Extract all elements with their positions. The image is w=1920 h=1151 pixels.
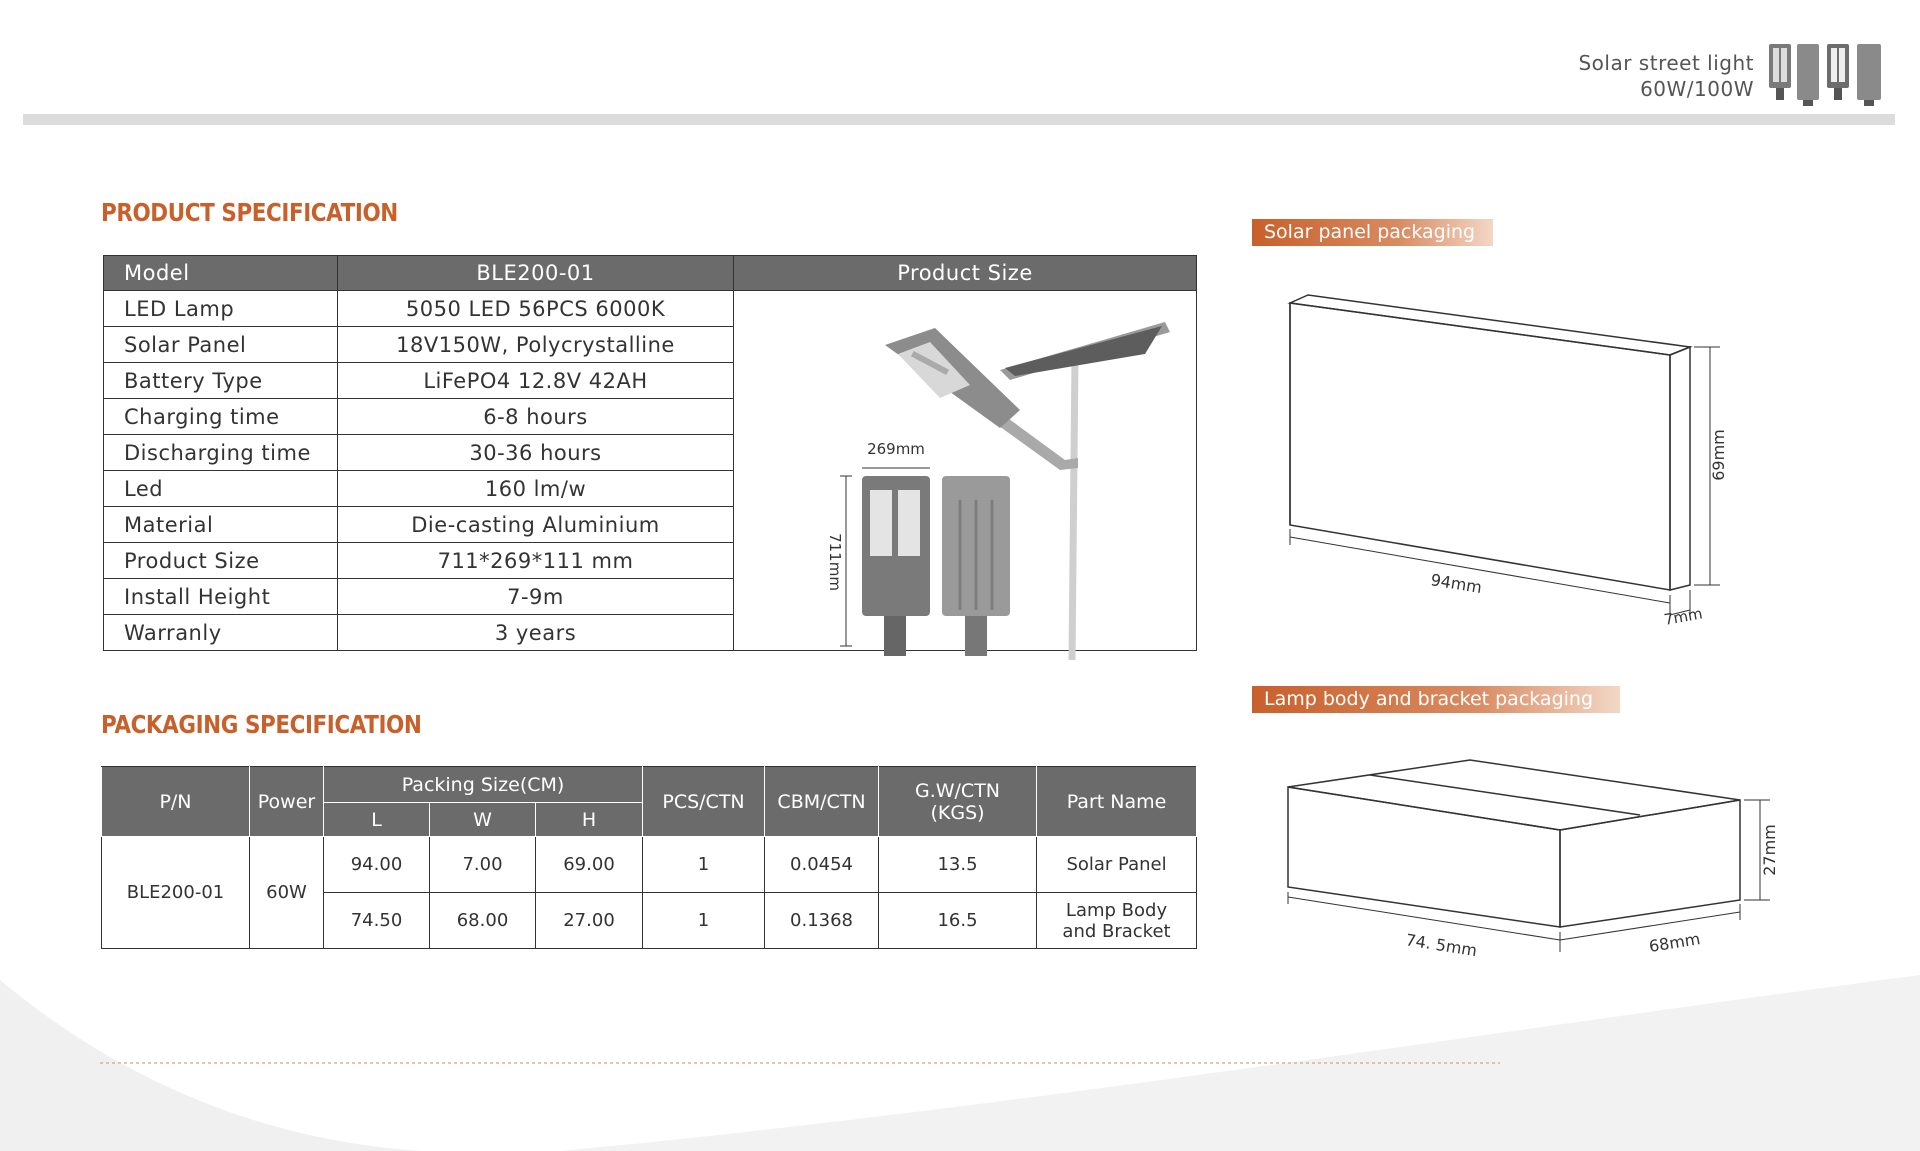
lamp-front-view [862,476,930,656]
pack-header-w: W [430,803,536,837]
spec-key: Battery Type [104,363,338,399]
street-light-icon [1769,44,1791,100]
spec-key: Material [104,507,338,543]
street-light-icon [1827,44,1849,100]
pack-l: 74.50 [324,893,430,949]
pack-part [1037,893,1197,949]
street-light-icons [1767,42,1889,108]
spec-key: Install Height [104,579,338,615]
pack-power: 60W [250,837,324,949]
header-title [1578,50,1754,102]
pack-pn: BLE200-01 [102,837,250,949]
spec-key: Solar Panel [104,327,338,363]
pack-h: 69.00 [536,837,643,893]
pack-part [1037,837,1197,893]
pack-h: 27.00 [536,893,643,949]
spec-value: Die-casting Aluminium [338,507,734,543]
pack-header-l: L [324,803,430,837]
dim-width-label: 269mm [867,440,925,458]
pack-part-line1: Lamp Body [1065,899,1168,921]
spec-value: 6-8 hours [338,399,734,435]
product-spec-title: PRODUCT SPECIFICATION [101,198,398,227]
pack-header-cbm: CBM/CTN [765,767,879,837]
footer-decoration [0,960,1920,1151]
spec-header-product-size: Product Size [734,256,1197,291]
spec-value: 711*269*111 mm [338,543,734,579]
solar-panel-image [1000,322,1170,380]
dim-height-label: 711mm [826,533,844,591]
packaging-spec-title: PACKAGING SPECIFICATION [101,710,422,739]
spec-header-model: Model [104,256,338,291]
pack-header-packing-size: Packing Size(CM) [324,767,643,803]
pack-header-gw-line1: G.W/CTN [914,779,1001,802]
solar-pack-height-label: 69mm [1709,429,1728,481]
lamp-back-view [942,476,1010,656]
spec-value: LiFePO4 12.8V 42AH [338,363,734,399]
spec-key: Discharging time [104,435,338,471]
packaging-spec-table [101,766,1197,949]
pack-w: 68.00 [430,893,536,949]
pack-l: 94.00 [324,837,430,893]
spec-value: 30-36 hours [338,435,734,471]
pack-header-part: Part Name [1037,767,1197,837]
pack-header-pcs: PCS/CTN [643,767,765,837]
lamp-pack-box-diagram [1270,752,1790,972]
lamp-pack-tag: Lamp body and bracket packaging [1252,686,1620,713]
pack-pcs: 1 [643,837,765,893]
lamp-pack-length-label: 74. 5mm [1404,930,1479,961]
pack-header-row [102,767,1197,803]
pack-part-line1: Solar Panel [1066,854,1167,875]
pack-pcs: 1 [643,893,765,949]
pack-header-power: Power [250,767,324,837]
pack-gw: 13.5 [879,837,1037,893]
pack-gw: 16.5 [879,893,1037,949]
spec-key: LED Lamp [104,291,338,327]
pack-w: 7.00 [430,837,536,893]
solar-pack-tag: Solar panel packaging [1252,219,1493,246]
pack-header-gw-line2: (KGS) [930,801,985,824]
street-light-icon [1857,44,1881,106]
spec-key: Charging time [104,399,338,435]
header-rule [23,114,1895,125]
pack-header-gw [879,767,1037,837]
spec-value: 3 years [338,615,734,651]
pack-part-line2: and Bracket [1062,920,1171,942]
spec-key: Led [104,471,338,507]
pack-header-pn: P/N [102,767,250,837]
pack-cbm: 0.0454 [765,837,879,893]
product-illustration [810,310,1195,660]
street-light-icon [1797,44,1819,106]
lamp-head-image [885,328,1020,428]
spec-header-row [104,256,1197,291]
spec-key: Product Size [104,543,338,579]
pack-header-h: H [536,803,643,837]
spec-value: 18V150W, Polycrystalline [338,327,734,363]
pack-cbm: 0.1368 [765,893,879,949]
lamp-pack-height-label: 27mm [1760,824,1779,876]
spec-value: 160 lm/w [338,471,734,507]
lamp-pack-width-label: 68mm [1647,929,1702,956]
spec-value: 5050 LED 56PCS 6000K [338,291,734,327]
solar-pack-box-diagram [1270,285,1740,640]
solar-pack-length-label: 94mm [1429,570,1484,598]
spec-key: Warranly [104,615,338,651]
spec-value: 7-9m [338,579,734,615]
table-row [102,837,1197,893]
spec-header-model-value: BLE200-01 [338,256,734,291]
solar-pack-depth-label: 7mm [1662,604,1704,629]
header-title-line1: Solar street light [1578,51,1754,75]
header-title-line2: 60W/100W [1640,77,1754,101]
